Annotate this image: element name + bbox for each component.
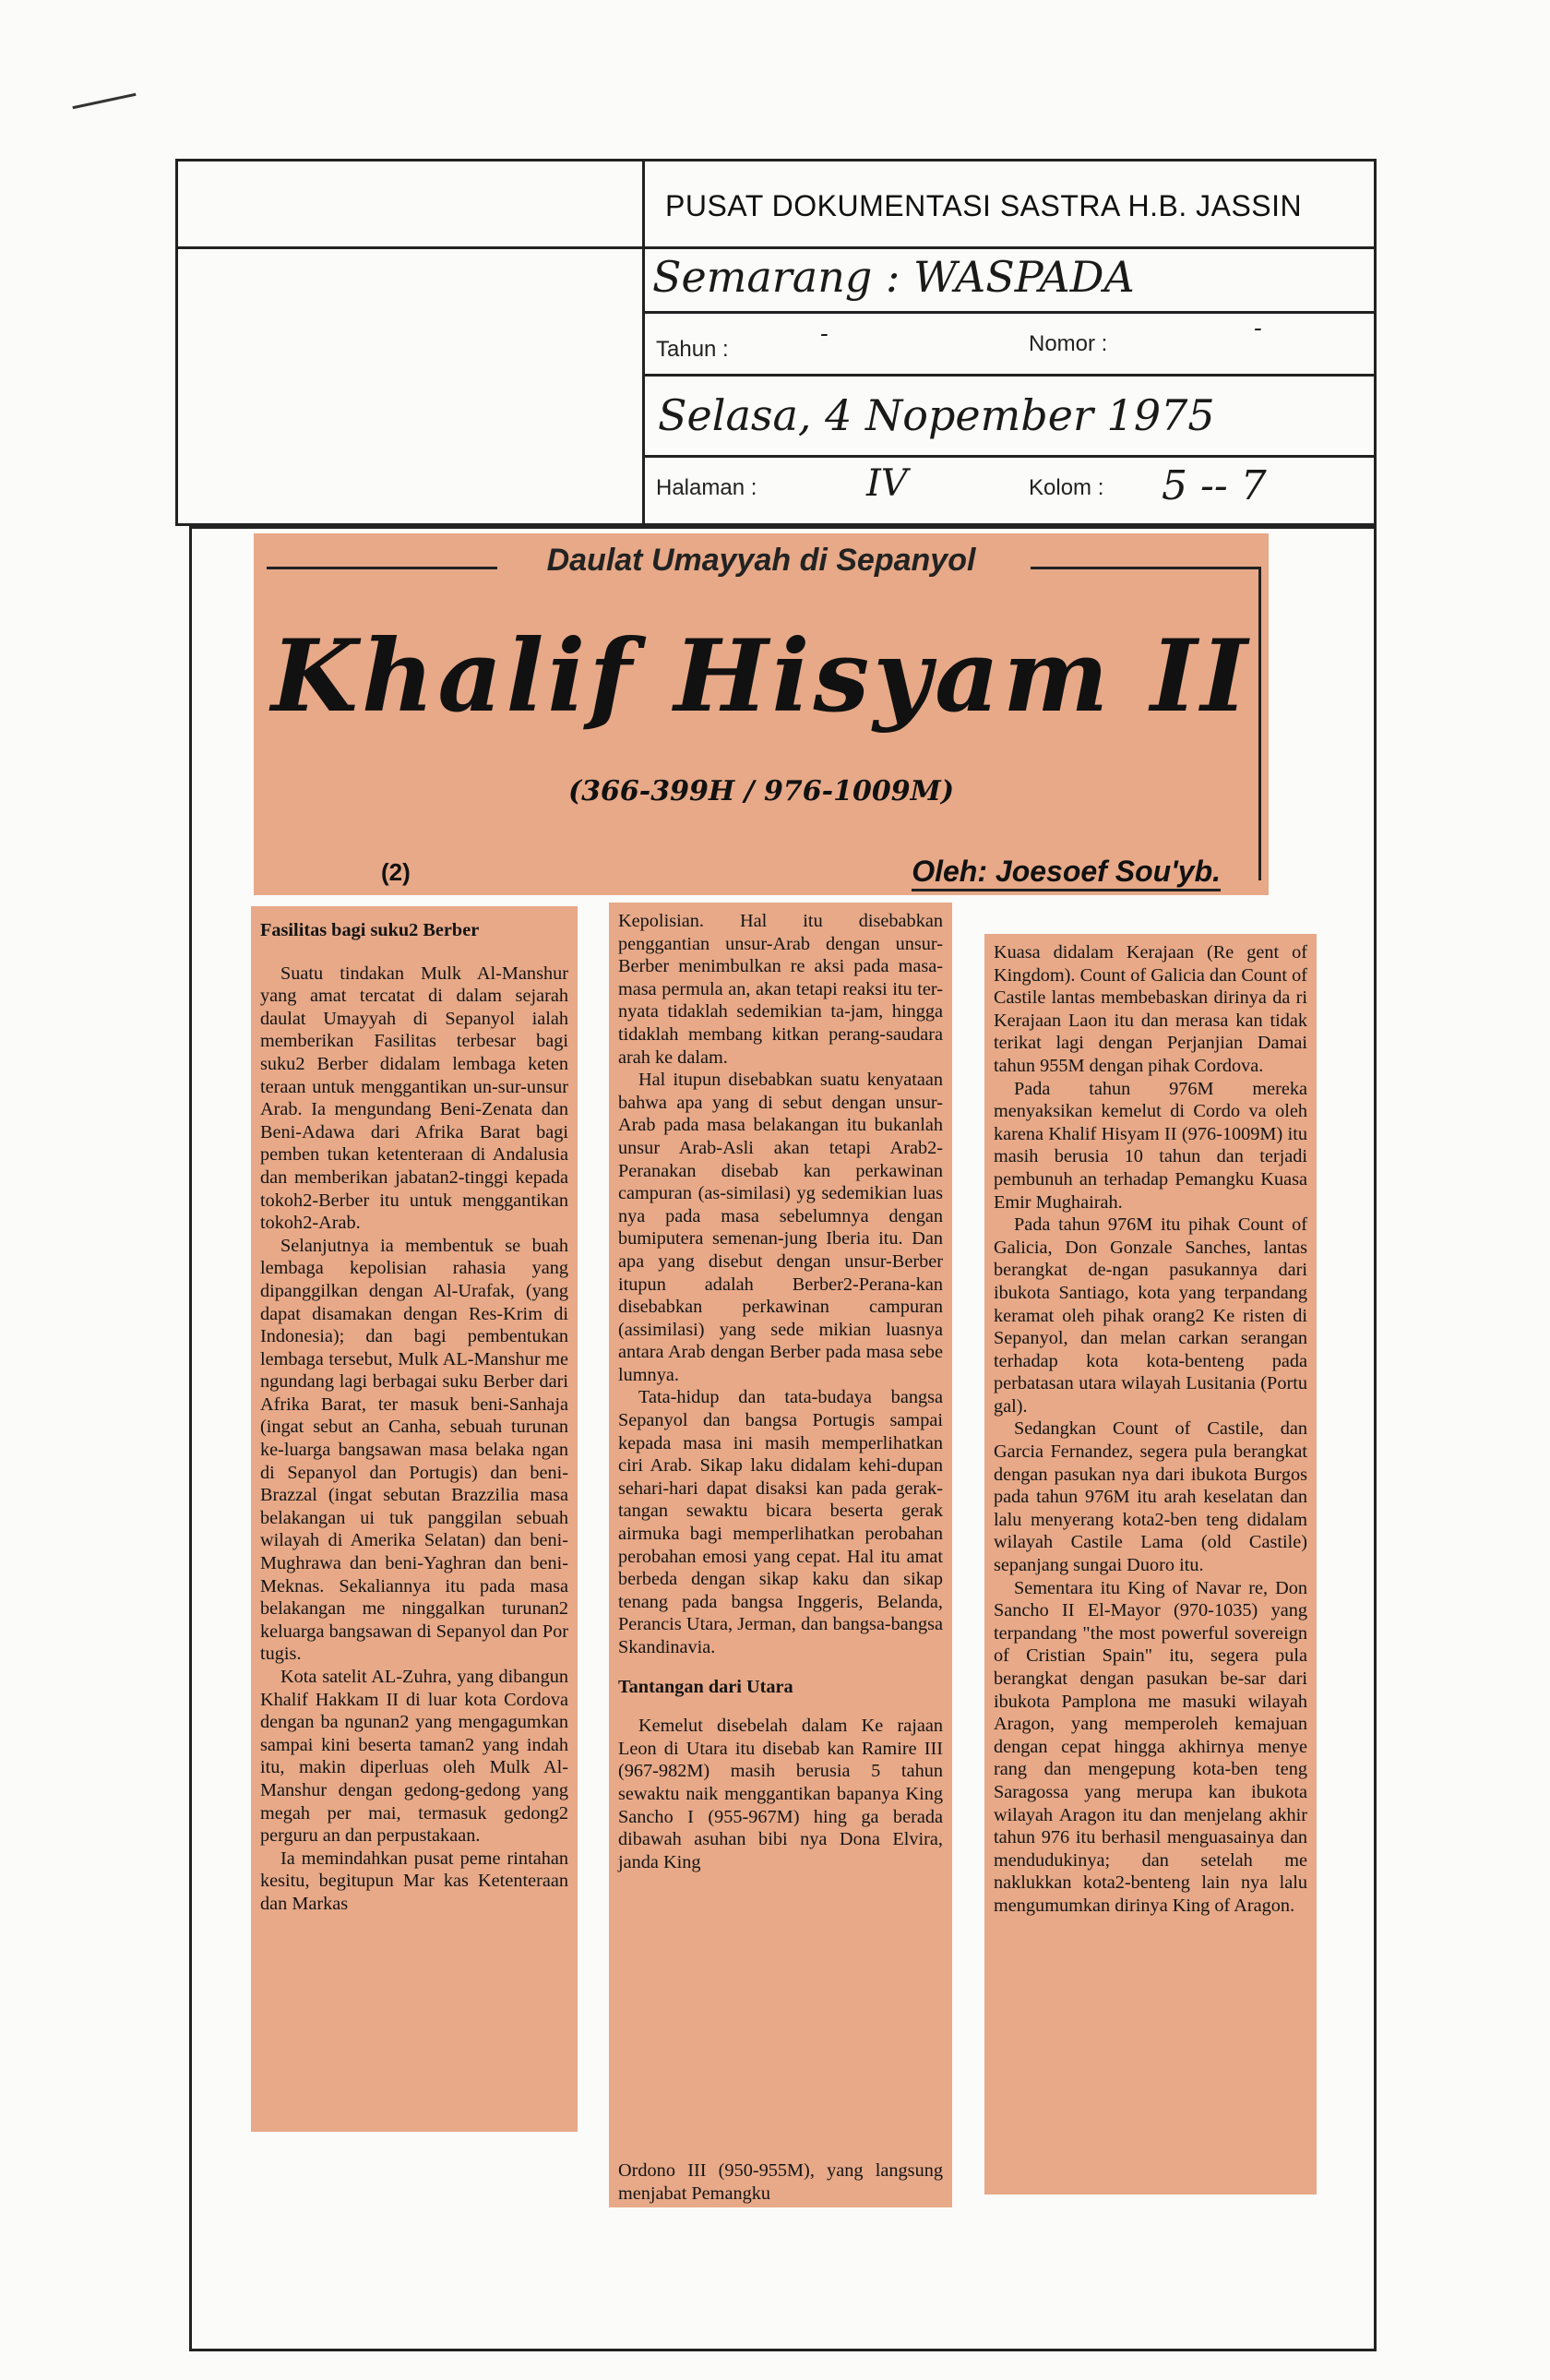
form-row-source: [645, 246, 1374, 314]
article-column-2: [609, 903, 952, 2156]
tahun-value: -: [820, 320, 829, 348]
date-handwritten: Selasa, 4 Nopember 1975: [658, 390, 1215, 440]
part-number: (2): [381, 858, 411, 886]
source-handwritten: Semarang : WASPADA: [652, 252, 1135, 302]
paragraph: Pada tahun 976M mereka menyaksikan kemelut di Cordo va oleh karena Khalif Hisyam II (976-1009M) itu masih berusia 10 tahun dan terjadi pembunuh an terhadap Pemangku Kuasa Emir Mughairah.: [994, 1078, 1307, 1213]
kolom-value: 5 -- 7: [1162, 462, 1267, 509]
form-divider-left: [178, 246, 642, 249]
headline: Khalif Hisyam II: [271, 618, 1251, 735]
byline: Oleh: Joesoef Sou'yb.: [912, 855, 1221, 891]
organization-name: PUSAT DOKUMENTASI SASTRA H.B. JASSIN: [665, 189, 1303, 222]
paragraph: Sedangkan Count of Castile, dan Garcia Fernandez, segera pula berangkat dengan pasukan nya dari ibukota Burgos pada tahun 976M itu arah keselatan dan lalu menyerang kota2-ben teng didalam wilayah Castile Lama (old Castile) sepanjang sungai Duoro itu.: [994, 1418, 1307, 1576]
paragraph: Kuasa didalam Kerajaan (Re gent of Kingdom). Count of Galicia dan Count of Castile lantas membebaskan dirinya da ri Kerajaan Laon itu dan merasa kan tidak terikat lagi dengan Perjanjian Damai tahun 955M dengan pihak Cordova.: [994, 942, 1307, 1076]
paragraph: Ordono III (950-955M), yang langsung menjabat Pemangku: [618, 2160, 943, 2204]
form-row-tahun-nomor: [645, 311, 1374, 377]
paragraph: Kepolisian. Hal itu disebabkan penggantian unsur-Arab dengan unsur-Berber menimbulkan re aksi pada masa-masa permula an, akan tetapi reaksi itu ter-nyata tidaklah sedemikian ta-jam, hingga tidaklah membang kitkan perang-saudara arah ke dalam.: [618, 911, 943, 1068]
halaman-value: IV: [866, 462, 908, 505]
title-clipping: [254, 533, 1269, 895]
paragraph: Suatu tindakan Mulk Al-Manshur yang amat tercatat di dalam sejarah daulat Umayyah di Sepanyol ialah memberikan Fasilitas terbesar bagi suku2 Berber didalam lembaga keten teraan untuk menggantikan un-sur-unsur Arab. Ia mengundang Beni-Zenata dan Beni-Adawa dari Afrika Barat bagi pemben tukan ketenteraan di Andalusia dan memberikan jabatan2-tinggi kepada tokoh2-Berber itu untuk menggantikan tokoh2-Arab.: [260, 963, 568, 1234]
paragraph: Sementara itu King of Navar re, Don Sancho II El-Mayor (970-1035) yang terpandang "the most powerful sovereign of Cristian Spain" itu, segera pula berangkat dengan pasukan be-sar dari ibukota Pamplona me masuki wilayah Aragon, yang memperoleh kemajuan dengan cepat hingga akhirnya menye rang dan mengepung kota-ben teng Saragossa yang merupa kan ibukota wilayah Aragon itu dan menjelang akhir tahun 976 itu berhasil menguasainya dan mendudukinya; dan setelah me naklukkan kota2-benteng lain nya lalu mengumumkan dirinya King of Aragon.: [994, 1577, 1307, 1916]
paragraph: Selanjutnya ia membentuk se buah lembaga kepolisian rahasia yang dipanggilkan dengan Al-Urafak, (yang dapat disamakan dengan Res-Krim di Indonesia); dan bagi pembentukan lembaga tersebut, Mulk AL-Manshur me ngundang lagi berbagai suku Berber dari Afrika Barat, ter masuk beni-Sanhaja (ingat sebut an Canha, sebuah turunan ke-luarga bangsawan masa belaka ngan di Sepanyol dan Portugis) dan beni-Brazzal (ingat sebutan Brazzilia masa belakangan ui tuk panggilan sebuah wilayah di Amerika Selatan) dan beni-Mughrawa dan beni-Yaghran dan beni-Meknas. Sekaliannya itu pada masa belakangan me ninggalkan turunan2 keluarga bangsawan di Sepanyol dan Por tugis.: [260, 1235, 568, 1665]
paragraph: Hal itupun disebabkan suatu kenyataan bahwa apa yang di sebut dengan unsur-Arab pada masa belakangan itu bukanlah unsur Arab-Asli akan tetapi Arab2-Peranakan disebab kan perkawinan campuran (as-similasi) yg sedemikian luas nya pada masa sebelumnya dengan bumiputera semenan-jung Iberia itu. Dan apa yang disebut dengan unsur-Berber itupun adalah Berber2-Perana-kan disebabkan perkawinan campuran (assimilasi) yang sede mikian luasnya antara Arab dengan Berber pada masa sebe lumnya.: [618, 1070, 943, 1385]
paragraph: Kota satelit AL-Zuhra, yang dibangun Khalif Hakkam II di luar kota Cordova dengan ba ngunan2 yang mengagumkan sampai kini beserta taman2 yang indah itu, makin diperluas oleh Mulk Al-Manshur dengan gedong-gedong yang megah per mai, termasuk gedong2 perguru an dan perpustakaan.: [260, 1667, 568, 1847]
paragraph: Kemelut disebelah dalam Ke rajaan Leon di Utara itu disebab kan Ramire III (967-982M) masih berusia 5 tahun sewaktu naik menggantikan bapanya King Sancho I (955-967M) hing ga berada dibawah asuhan bibi nya Dona Elvira, janda King: [618, 1716, 943, 1872]
nomor-value: -: [1254, 315, 1262, 342]
form-row-organization: [645, 161, 1374, 249]
paragraph: Tata-hidup dan tata-budaya bangsa Sepanyol dan bangsa Portugis sampai kepada masa ini masih memperlihatkan ciri Arab. Sikap laku didalam kehi-dupan sehari-hari dapat disaksi kan pada gerak-tangan sewaktu bicara beserta gerak airmuka bagi memperlihatkan perobahan perobahan emosi yang cepat. Hal itu amat berbeda dengan sikap kaku dan sikap tenang pada bangsa Inggeris, Belanda, Perancis Utara, Jerman, dan bangsa-bangsa Skandinavia.: [618, 1387, 943, 1657]
nomor-label: Nomor :: [1029, 331, 1108, 356]
form-row-date: [645, 374, 1374, 458]
article-column-2-continuation: [609, 2156, 952, 2207]
archive-record-form: [175, 159, 1377, 526]
paragraph: Ia memindahkan pusat peme rintahan kesitu, begitupun Mar kas Ketenteraan dan Markas: [260, 1848, 568, 1914]
kicker: Daulat Umayyah di Sepanyol: [546, 543, 976, 578]
halaman-label: Halaman :: [656, 475, 757, 500]
kolom-label: Kolom :: [1029, 475, 1104, 500]
form-row-halaman-kolom: [645, 455, 1374, 526]
subheading: Tantangan dari Utara: [618, 1676, 793, 1697]
article-column-1: [251, 906, 578, 2132]
paragraph: Pada tahun 976M itu pihak Count of Galicia, Don Gonzale Sanches, lantas berangkat de-ngan pasukannya dari ibukota Santiago, kota yang terpandang keramat oleh pihak orang2 Ke risten di Sepanyol, dan melan carkan serangan terhadap kota kota-benteng pada perbatasan utara wilayah Lusitania (Portu gal).: [994, 1214, 1307, 1417]
headline-dates: (366-399H / 976-1009M): [567, 775, 955, 807]
pen-mark: [72, 93, 136, 109]
subheading: Fasilitas bagi suku2 Berber: [260, 920, 480, 940]
article-column-3: [984, 934, 1317, 2195]
tahun-label: Tahun :: [656, 337, 729, 362]
